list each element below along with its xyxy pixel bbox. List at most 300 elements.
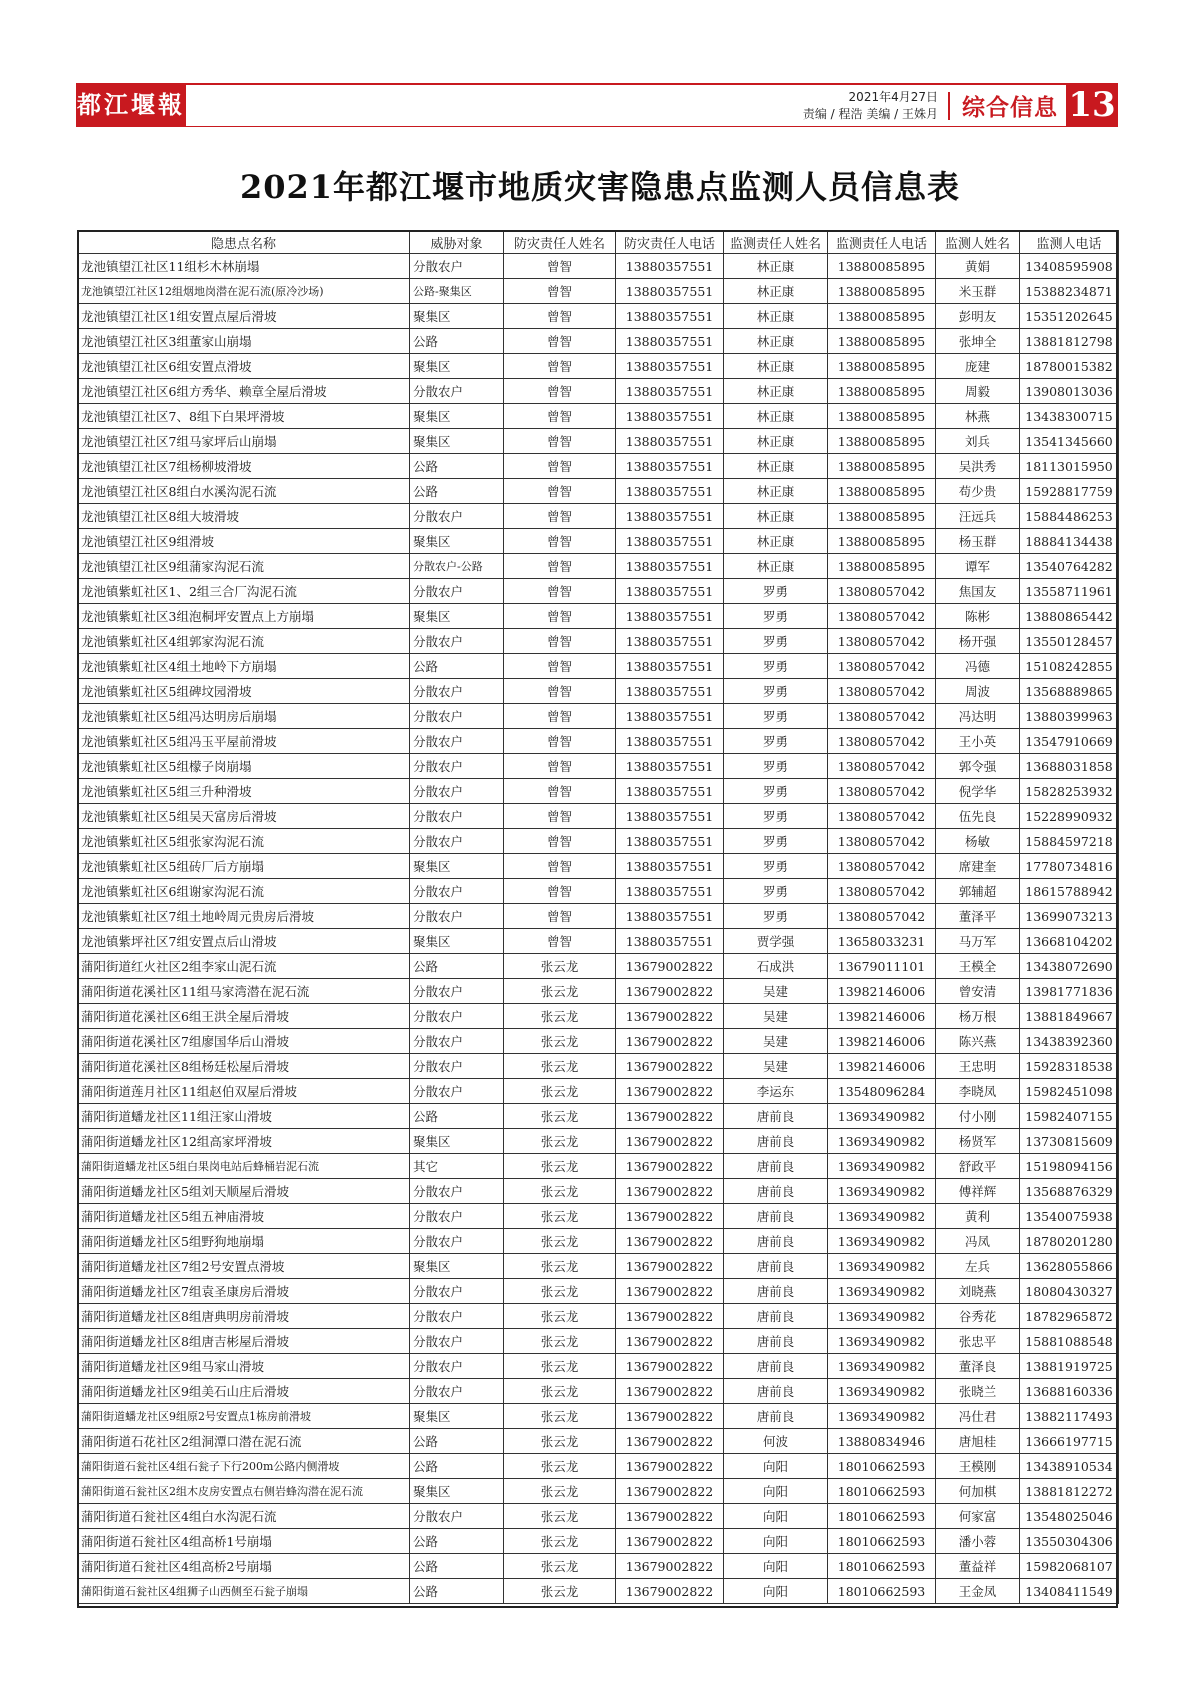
table-cell: 13880357551 [616,379,724,404]
table-cell: 曾智 [504,904,616,929]
table-cell: 15108242855 [1020,654,1119,679]
table-cell: 黄利 [936,1204,1020,1229]
table-cell: 分散农户-公路 [410,554,504,579]
table-cell: 罗勇 [724,829,828,854]
table-cell: 13881849667 [1020,1004,1119,1029]
table-cell: 分散农户 [410,1504,504,1529]
table-cell: 13981771836 [1020,979,1119,1004]
table-cell: 13880357551 [616,779,724,804]
table-cell: 张云龙 [504,1579,616,1604]
table-row [78,654,1119,679]
table-cell: 蒲阳街道花溪社区11组马家湾潜在泥石流 [78,979,410,1004]
table-cell: 向阳 [724,1579,828,1604]
table-cell: 13693490982 [828,1304,936,1329]
table-cell: 13679002822 [616,1454,724,1479]
table-cell: 13880865442 [1020,604,1119,629]
table-cell: 李晓凤 [936,1079,1020,1104]
table-cell: 蒲阳街道蟠龙社区8组唐典明房前滑坡 [78,1304,410,1329]
section-divider [948,92,950,120]
table-cell: 分散农户 [410,579,504,604]
table-cell: 冯德 [936,654,1020,679]
table-cell: 潘小蓉 [936,1529,1020,1554]
table-cell: 曾智 [504,529,616,554]
table-cell: 郭辅超 [936,879,1020,904]
table-cell: 罗勇 [724,904,828,929]
table-cell: 唐前良 [724,1154,828,1179]
table-cell: 13880357551 [616,629,724,654]
table-cell: 13548025046 [1020,1504,1119,1529]
table-cell: 周波 [936,679,1020,704]
editors: 责编 / 程浩 美编 / 王姝月 [802,107,938,121]
header-rule [186,83,1118,85]
newspaper-logo: 都江堰報 [76,83,186,127]
table-row [78,529,1119,554]
table-cell: 龙池镇望江社区7、8组下白果坪滑坡 [78,404,410,429]
table-cell: 15982407155 [1020,1104,1119,1129]
table-cell: 林正康 [724,404,828,429]
table-cell: 蒲阳街道蟠龙社区5组白果岗电站后蜂桶岩泥石流 [78,1154,410,1179]
table-cell: 罗勇 [724,729,828,754]
table-cell: 13880085895 [828,454,936,479]
table-cell: 王小英 [936,729,1020,754]
table-cell: 聚集区 [410,1254,504,1279]
table-cell: 陈彬 [936,604,1020,629]
table-cell: 13808057042 [828,679,936,704]
table-cell: 13880085895 [828,529,936,554]
table-cell: 龙池镇紫虹社区5组碑坟园滑坡 [78,679,410,704]
table-cell: 13699073213 [1020,904,1119,929]
col-header: 防灾责任人姓名 [504,231,616,254]
table-cell: 杨玉群 [936,529,1020,554]
table-row [78,629,1119,654]
table-cell: 分散农户 [410,904,504,929]
table-cell: 17780734816 [1020,854,1119,879]
table-cell: 18780201280 [1020,1229,1119,1254]
table-cell: 曾安清 [936,979,1020,1004]
table-cell: 张云龙 [504,1329,616,1354]
table-cell: 15982451098 [1020,1079,1119,1104]
table-cell: 唐旭桂 [936,1429,1020,1454]
table-row [78,1254,1119,1279]
table-cell: 13438910534 [1020,1454,1119,1479]
table-cell: 杨万根 [936,1004,1020,1029]
table-cell: 龙池镇紫虹社区4组土地岭下方崩塌 [78,654,410,679]
table-cell: 18010662593 [828,1504,936,1529]
table-row [78,829,1119,854]
table-cell: 13679002822 [616,1554,724,1579]
table-cell: 13408595908 [1020,254,1119,279]
table-cell: 龙池镇望江社区11组杉木林崩塌 [78,254,410,279]
table-cell: 13679002822 [616,1104,724,1129]
table-cell: 张云龙 [504,1154,616,1179]
table-cell: 杨贤军 [936,1129,1020,1154]
table-cell: 分散农户 [410,1029,504,1054]
table-cell: 林正康 [724,554,828,579]
page-header [76,83,1118,129]
table-cell: 公路 [410,1454,504,1479]
table-cell: 13679002822 [616,1229,724,1254]
table-cell: 13880357551 [616,729,724,754]
table-cell: 蒲阳街道蟠龙社区5组野狗地崩塌 [78,1229,410,1254]
table-cell: 13880085895 [828,279,936,304]
table-cell: 周毅 [936,379,1020,404]
page-number: 13 [1066,83,1118,127]
table-cell: 聚集区 [410,404,504,429]
table-cell: 13408411549 [1020,1579,1119,1604]
table-cell: 龙池镇紫虹社区5组砖厂后方崩塌 [78,854,410,879]
table-cell: 13679002822 [616,1479,724,1504]
table-cell: 唐前良 [724,1379,828,1404]
table-row [78,354,1119,379]
table-cell: 聚集区 [410,1129,504,1154]
table-cell: 龙池镇紫坪社区7组安置点后山滑坡 [78,929,410,954]
table-cell: 15928318538 [1020,1054,1119,1079]
table-cell: 分散农户 [410,504,504,529]
table-cell: 18010662593 [828,1554,936,1579]
table-cell: 15928817759 [1020,479,1119,504]
table-cell: 13679002822 [616,1404,724,1429]
table-cell: 聚集区 [410,604,504,629]
table-cell: 分散农户 [410,879,504,904]
table-row [78,804,1119,829]
table-cell: 曾智 [504,729,616,754]
table-cell: 18010662593 [828,1454,936,1479]
table-cell: 13679002822 [616,1004,724,1029]
table-cell: 13880357551 [616,504,724,529]
table-cell: 13679002822 [616,1129,724,1154]
table-cell: 王忠明 [936,1054,1020,1079]
table-cell: 分散农户 [410,829,504,854]
table-cell: 公路 [410,954,504,979]
table-cell: 13679002822 [616,1204,724,1229]
table-cell: 15881088548 [1020,1329,1119,1354]
table-cell: 曾智 [504,279,616,304]
table-cell: 张云龙 [504,1104,616,1129]
table-cell: 13438392360 [1020,1029,1119,1054]
table-cell: 曾智 [504,579,616,604]
table-cell: 13880357551 [616,854,724,879]
table-cell: 13550128457 [1020,629,1119,654]
table-cell: 曾智 [504,779,616,804]
table-cell: 蒲阳街道蟠龙社区11组汪家山滑坡 [78,1104,410,1129]
table-cell: 张忠平 [936,1329,1020,1354]
table-cell: 18780015382 [1020,354,1119,379]
table-cell: 张云龙 [504,1079,616,1104]
table-cell: 13880085895 [828,329,936,354]
table-cell: 分散农户 [410,1054,504,1079]
table-cell: 13693490982 [828,1254,936,1279]
table-cell: 龙池镇紫虹社区7组土地岭周元贵房后滑坡 [78,904,410,929]
table-cell: 13880357551 [616,904,724,929]
table-cell: 龙池镇紫虹社区3组泡桐坪安置点上方崩塌 [78,604,410,629]
table-cell: 林正康 [724,279,828,304]
table-cell: 张云龙 [504,1004,616,1029]
table-cell: 龙池镇望江社区3组董家山崩塌 [78,329,410,354]
table-cell: 焦国友 [936,579,1020,604]
table-cell: 唐前良 [724,1329,828,1354]
table-cell: 13679002822 [616,1579,724,1604]
table-cell: 13880357551 [616,529,724,554]
table-cell: 龙池镇望江社区1组安置点屋后滑坡 [78,304,410,329]
table-cell: 林正康 [724,304,828,329]
header-meta [803,89,938,123]
table-cell: 蒲阳街道石瓮社区2组木皮房安置点右侧岩蜂沟潜在泥石流 [78,1479,410,1504]
table-cell: 曾智 [504,679,616,704]
table-cell: 13808057042 [828,904,936,929]
col-header: 威胁对象 [410,231,504,254]
table-cell: 蒲阳街道蟠龙社区5组刘天顺屋后滑坡 [78,1179,410,1204]
table-cell: 蒲阳街道蟠龙社区9组马家山滑坡 [78,1354,410,1379]
table-cell: 贾学强 [724,929,828,954]
table-cell: 张云龙 [504,1379,616,1404]
table-cell: 张云龙 [504,1029,616,1054]
table-cell: 13688160336 [1020,1379,1119,1404]
table-row [78,979,1119,1004]
table-row [78,1429,1119,1454]
table-cell: 13808057042 [828,829,936,854]
table-cell: 13693490982 [828,1154,936,1179]
table-cell: 13880357551 [616,579,724,604]
table-cell: 13438300715 [1020,404,1119,429]
table-row [78,1579,1119,1604]
col-header: 隐患点名称 [78,231,410,254]
table-cell: 林正康 [724,529,828,554]
table-cell: 杨敏 [936,829,1020,854]
table-cell: 13908013036 [1020,379,1119,404]
table-cell: 13679002822 [616,1279,724,1304]
table-cell: 13808057042 [828,754,936,779]
table-cell: 谭军 [936,554,1020,579]
table-row [78,729,1119,754]
table-cell: 唐前良 [724,1279,828,1304]
table-row [78,1354,1119,1379]
table-cell: 公路 [410,479,504,504]
table-cell: 唐前良 [724,1404,828,1429]
table-cell: 林正康 [724,329,828,354]
table-row [78,679,1119,704]
table-row [78,429,1119,454]
table-cell: 龙池镇紫虹社区5组冯达明房后崩塌 [78,704,410,729]
table-cell: 罗勇 [724,579,828,604]
table-cell: 13679002822 [616,954,724,979]
table-cell: 13808057042 [828,604,936,629]
table-cell: 聚集区 [410,1479,504,1504]
table-cell: 苟少贵 [936,479,1020,504]
table-cell: 13679002822 [616,1429,724,1454]
table-cell: 13880357551 [616,304,724,329]
table-cell: 罗勇 [724,679,828,704]
table-cell: 分散农户 [410,1329,504,1354]
table-row [78,579,1119,604]
table-cell: 蒲阳街道蟠龙社区8组唐吉彬屋后滑坡 [78,1329,410,1354]
table-row [78,554,1119,579]
table-cell: 13808057042 [828,654,936,679]
table-cell: 向阳 [724,1454,828,1479]
table-cell: 罗勇 [724,854,828,879]
table-cell: 龙池镇望江社区9组滑坡 [78,529,410,554]
table-cell: 林正康 [724,504,828,529]
table-cell: 曾智 [504,379,616,404]
table-cell: 13880357551 [616,479,724,504]
table-cell: 13880357551 [616,254,724,279]
table-cell: 唐前良 [724,1229,828,1254]
table-cell: 陈兴燕 [936,1029,1020,1054]
table-cell: 13568876329 [1020,1179,1119,1204]
table-cell: 罗勇 [724,704,828,729]
table-row [78,1179,1119,1204]
table-cell: 曾智 [504,704,616,729]
table-cell: 13679002822 [616,1154,724,1179]
table-cell: 13693490982 [828,1179,936,1204]
table-cell: 分散农户 [410,1004,504,1029]
table-row [78,754,1119,779]
table-cell: 曾智 [504,454,616,479]
table-cell: 13679002822 [616,1179,724,1204]
table-cell: 13880357551 [616,554,724,579]
table-cell: 林燕 [936,404,1020,429]
table-cell: 罗勇 [724,779,828,804]
table-cell: 向阳 [724,1529,828,1554]
table-cell: 13548096284 [828,1079,936,1104]
table-cell: 13880357551 [616,679,724,704]
table-cell: 13881812798 [1020,329,1119,354]
table-cell: 15884597218 [1020,829,1119,854]
table-cell: 王模刚 [936,1454,1020,1479]
table-cell: 何波 [724,1429,828,1454]
table-cell: 13693490982 [828,1354,936,1379]
table-cell: 13880357551 [616,704,724,729]
issue-date: 2021年4月27日 [848,90,938,104]
table-row [78,879,1119,904]
table-row [78,1529,1119,1554]
table-cell: 分散农户 [410,379,504,404]
table-cell: 龙池镇望江社区7组杨柳坡滑坡 [78,454,410,479]
table-cell: 蒲阳街道石瓮社区4组狮子山西侧至石瓮子崩塌 [78,1579,410,1604]
table-cell: 13881919725 [1020,1354,1119,1379]
table-cell: 13550304306 [1020,1529,1119,1554]
table-row [78,604,1119,629]
table-cell: 13880085895 [828,479,936,504]
table-cell: 13808057042 [828,579,936,604]
table-cell: 林正康 [724,429,828,454]
table-row [78,1504,1119,1529]
table-row [78,1029,1119,1054]
table-cell: 13880085895 [828,504,936,529]
table-cell: 郭令强 [936,754,1020,779]
table-cell: 唐前良 [724,1304,828,1329]
table-cell: 分散农户 [410,804,504,829]
table-cell: 龙池镇紫虹社区5组檬子岗崩塌 [78,754,410,779]
table-cell: 13880357551 [616,879,724,904]
table-cell: 13880357551 [616,329,724,354]
table-cell: 18010662593 [828,1579,936,1604]
table-cell: 分散农户 [410,979,504,1004]
table-body [78,254,1119,1604]
table-row [78,779,1119,804]
table-cell: 13679002822 [616,1504,724,1529]
table-cell: 公路 [410,1429,504,1454]
table-cell: 13558711961 [1020,579,1119,604]
table-row [78,379,1119,404]
table-cell: 曾智 [504,629,616,654]
table-cell: 罗勇 [724,654,828,679]
table-cell: 13880357551 [616,754,724,779]
table-row [78,279,1119,304]
table-cell: 13880085895 [828,404,936,429]
table-cell: 聚集区 [410,1404,504,1429]
header-rule-bottom [186,126,1118,127]
table-row [78,1454,1119,1479]
table-cell: 林正康 [724,479,828,504]
table-cell: 13658033231 [828,929,936,954]
table-cell: 龙池镇望江社区9组蒲家沟泥石流 [78,554,410,579]
table-cell: 龙池镇紫虹社区6组谢家沟泥石流 [78,879,410,904]
table-cell: 13880357551 [616,454,724,479]
table-cell: 13679002822 [616,979,724,1004]
table-cell: 杨开强 [936,629,1020,654]
table-cell: 13880357551 [616,429,724,454]
table-cell: 15828253932 [1020,779,1119,804]
table-cell: 聚集区 [410,529,504,554]
table-row [78,254,1119,279]
table-row [78,404,1119,429]
table-cell: 18884134438 [1020,529,1119,554]
table-cell: 蒲阳街道花溪社区8组杨廷松屋后滑坡 [78,1054,410,1079]
table-cell: 龙池镇紫虹社区5组冯玉平屋前滑坡 [78,729,410,754]
table-cell: 张云龙 [504,1429,616,1454]
table-cell: 席建奎 [936,854,1020,879]
table-row [78,1004,1119,1029]
table-row [78,1479,1119,1504]
table-cell: 王模全 [936,954,1020,979]
table-cell: 13880085895 [828,304,936,329]
table-cell: 13541345660 [1020,429,1119,454]
table-cell: 刘晓燕 [936,1279,1020,1304]
table-cell: 分散农户 [410,1304,504,1329]
col-header: 监测人姓名 [936,231,1020,254]
table-cell: 13881812272 [1020,1479,1119,1504]
table-cell: 付小刚 [936,1104,1020,1129]
table-cell: 傅祥辉 [936,1179,1020,1204]
table-cell: 13880085895 [828,254,936,279]
table-cell: 龙池镇望江社区12组烟地岗潜在泥石流(原冷沙场) [78,279,410,304]
table-cell: 13679002822 [616,1054,724,1079]
table-cell: 18782965872 [1020,1304,1119,1329]
table-cell: 13668104202 [1020,929,1119,954]
table-row [78,1379,1119,1404]
table-cell: 聚集区 [410,354,504,379]
table-row [78,704,1119,729]
table-row [78,929,1119,954]
table-cell: 张云龙 [504,1229,616,1254]
table-cell: 马万军 [936,929,1020,954]
table-cell: 曾智 [504,504,616,529]
table-cell: 13808057042 [828,729,936,754]
table-cell: 13808057042 [828,879,936,904]
table-cell: 公路-聚集区 [410,279,504,304]
table-row [78,504,1119,529]
col-header: 防灾责任人电话 [616,231,724,254]
table-cell: 15388234871 [1020,279,1119,304]
table-cell: 蒲阳街道花溪社区7组廖国华后山滑坡 [78,1029,410,1054]
table-cell: 蒲阳街道蟠龙社区5组五神庙滑坡 [78,1204,410,1229]
table-cell: 唐前良 [724,1354,828,1379]
table-cell: 13982146006 [828,979,936,1004]
table-cell: 13693490982 [828,1404,936,1429]
table-cell: 13880085895 [828,429,936,454]
table-cell: 张晓兰 [936,1379,1020,1404]
table-cell: 蒲阳街道红火社区2组李家山泥石流 [78,954,410,979]
